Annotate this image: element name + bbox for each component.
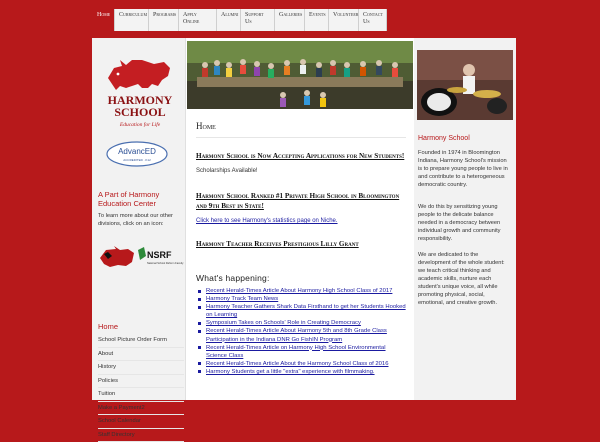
sidebar-item-picture-order-form[interactable]: School Picture Order Form <box>98 334 184 348</box>
harmony-rhino-division-icon[interactable] <box>100 246 134 267</box>
about-paragraph-3: We are dedicated to the development of the whole student: we teach critical thinking and academic skills, nurture each student's unique voice, all while promoting physical, social, emotional, and creative growth. <box>418 251 508 307</box>
niche-link[interactable]: Click here to see Harmony's statistics page on Niche. <box>196 217 406 225</box>
nav-apply-online[interactable]: Apply Online <box>179 9 217 31</box>
logo-text-school: SCHOOL <box>114 105 165 119</box>
advanced-sub: ACCREDITED · K12 <box>123 158 151 162</box>
advanced-name: AdvancED <box>118 147 156 156</box>
advanced-accreditation-badge[interactable] <box>105 140 169 168</box>
drummer-photo <box>417 50 513 120</box>
page-title: Home <box>196 110 406 138</box>
logo-text-harmony: HARMONY <box>108 93 173 107</box>
sidebar-home-heading: Home <box>98 322 118 331</box>
nsrf-icon[interactable] <box>138 247 184 265</box>
news-item[interactable]: Recent Herald-Times Article About Harmony High School Class of 2017 <box>196 287 406 295</box>
nsrf-name: NSRF <box>147 250 172 260</box>
news-item[interactable]: Harmony Teacher Gathers Shark Data Firsthand to get her Students Hooked on Learning <box>196 303 406 319</box>
about-paragraph-2: We do this by sensitizing young people to the delicate balance needed in a democracy between individual growth and community responsibility. <box>418 203 508 243</box>
lilly-grant-heading[interactable]: Harmony Teacher Receives Prestigious Lilly Grant <box>196 239 406 249</box>
whats-happening-heading: What's happening: <box>196 273 406 283</box>
rhino-icon <box>108 60 170 90</box>
scholarships-text: Scholarships Available! <box>196 167 406 175</box>
division-icons <box>98 244 182 272</box>
part-of-heading: A Part of Harmony Education Center <box>98 190 182 208</box>
sidebar-item-about[interactable]: About <box>98 348 184 362</box>
sidebar-item-staff-directory[interactable]: Staff Directory <box>98 429 184 442</box>
learn-more-text: To learn more about our other divisions, click on an icon: <box>98 213 182 228</box>
nav-support-us[interactable]: Support Us <box>241 9 275 31</box>
nsrf-sub: National School Reform Faculty <box>147 261 184 265</box>
nav-volunteer[interactable]: Volunteer <box>329 9 359 31</box>
ranked-heading[interactable]: Harmony School Ranked #1 Private High School in Bloomington and 9th Best in State! <box>196 191 406 211</box>
page-container <box>92 38 516 400</box>
news-item[interactable]: Symposium Takes on Schools' Role in Creating Democracy <box>196 319 406 327</box>
nav-events[interactable]: Events <box>305 9 329 31</box>
nav-contact-us[interactable]: Contact Us <box>359 9 387 31</box>
about-paragraph-1: Founded in 1974 in Bloomington Indiana, Harmony School's mission is to prepare young people to live in and contribute to a heterogeneous democratic country. <box>418 149 508 189</box>
nav-curriculum[interactable]: Curriculum <box>115 9 149 31</box>
news-item[interactable]: Recent Herald-Times Article About Harmony 5th and 8th Grade Class Participation in the Indiana DNR Go FishIN Program <box>196 327 406 343</box>
news-list <box>196 287 406 376</box>
nav-alumni[interactable]: Alumni <box>217 9 241 31</box>
right-sidebar <box>414 38 516 400</box>
about-title: Harmony School <box>418 135 470 142</box>
main-content <box>196 110 406 376</box>
news-item[interactable]: Recent Herald-Times Article About the Harmony School Class of 2016 <box>196 360 406 368</box>
sidebar-item-make-payment[interactable]: Make a Payment2 <box>98 402 184 416</box>
sidebar-item-policies[interactable]: Policies <box>98 375 184 389</box>
sidebar-item-history[interactable]: History <box>98 361 184 375</box>
sidebar-item-school-calendar[interactable]: School Calendar <box>98 415 184 429</box>
left-sidebar <box>92 38 186 400</box>
hero-photo <box>187 41 413 109</box>
main-nav <box>93 9 387 31</box>
news-item[interactable]: Harmony Track Team News <box>196 295 406 303</box>
accepting-applications-heading[interactable]: Harmony School is Now Accepting Applications for New Students! <box>196 151 406 161</box>
nav-home[interactable]: Home <box>93 9 115 31</box>
news-item[interactable]: Harmony Students get a little "extra" experience with filmmaking. <box>196 368 406 376</box>
nav-programs[interactable]: Programs <box>149 9 179 31</box>
nav-galleries[interactable]: Galleries <box>275 9 305 31</box>
harmony-school-logo[interactable] <box>98 48 182 130</box>
logo-tagline: Education for Life <box>119 121 161 128</box>
sidebar-links <box>98 334 184 442</box>
sidebar-item-tuition[interactable]: Tuition <box>98 388 184 402</box>
news-item[interactable]: Recent Herald-Times Article on Harmony High School Environmental Science Class <box>196 344 406 360</box>
